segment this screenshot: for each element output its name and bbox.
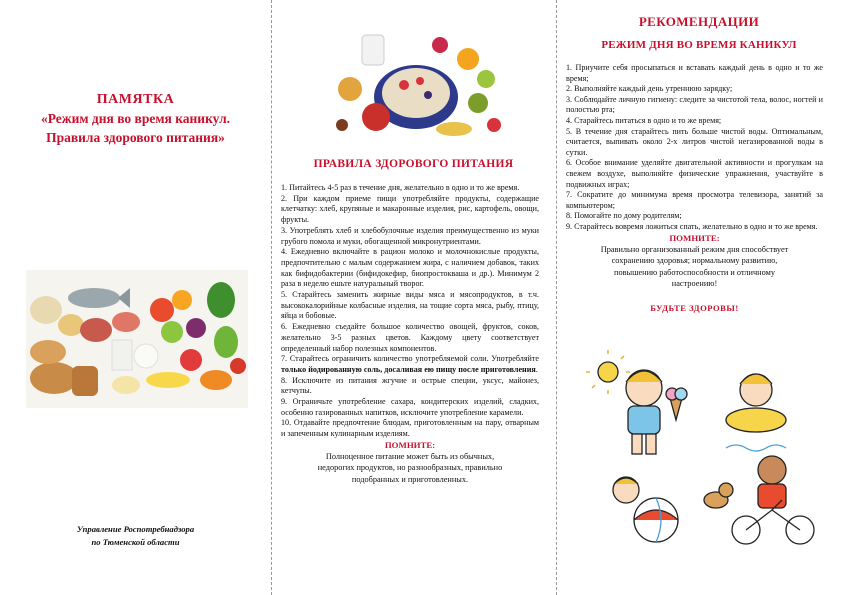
panel-middle	[271, 0, 556, 595]
rule-salt-end: .	[535, 364, 538, 374]
rule-item: 2. При каждом приеме пищи употребляйте продукты, содержащие клетчатку: хлеб, крупяные и макаронные изделия, рис, картофель, овощи, фрукты.	[281, 193, 539, 225]
organization-name: Управление Роспотребнадзора	[76, 524, 195, 534]
organization-region: по Тюменской области	[91, 537, 180, 547]
routine-item: 8. Помогайте по дому родителям;	[566, 211, 682, 221]
rule-item: 9. Ограничьте употребление сахара, кондитерских изделий, сладких, особенно газированных напитков, исключите употребление карамели.	[281, 397, 539, 417]
rule-salt-text: 7. Старайтесь ограничить количество употребляемой соли. Употребляйте	[281, 354, 539, 364]
rule-item: 3. Употреблять хлеб и хлебобулочные изделия преимущественно из муки грубого помола и муки, обогащенной микронутриентами.	[281, 225, 539, 246]
note-line: недорогих продуктов, но разнообразных, правильно	[317, 463, 503, 473]
nutrition-note	[281, 451, 539, 486]
rule-item: 4. Ежедневно включайте в рацион молоко и молочнокислые продукты, предпочтительно с малым содержанием жира, с наличием добавок, таких как бифидобактерии (бифидокефир, биопростокваша и др.). Минимум 2 раза в неделю ешьте натуральный творог.	[281, 247, 539, 289]
routine-item: 5. В течение дня старайтесь пить больше чистой воды. Оптимальным, считается, выпивать около 2-х литров чистой негазированной воды в сутки.	[566, 126, 823, 157]
routine-note	[566, 244, 823, 290]
routine-item: 1. Приучите себя просыпаться и вставать каждый день в одно и то же время;	[566, 63, 823, 83]
title-memo: ПАМЯТКА	[96, 92, 175, 107]
daily-routine-heading: РЕЖИМ ДНЯ ВО ВРЕМЯ КАНИКУЛ	[601, 39, 797, 51]
note-line: повышению работоспособности и отличному	[614, 267, 775, 277]
nutrition-rules-list	[281, 183, 539, 485]
rule-salt-emphasis: только йодированную соль, досаливая ею пищу после приготовления	[281, 364, 536, 374]
routine-item: 6. Особое внимание уделяйте двигательной активности и прогулкам на свежем воздухе, выполняйте физические упражнения, участвуйте в подвижных играх;	[566, 158, 823, 189]
panel-right	[556, 0, 842, 595]
remember-label: ПОМНИТЕ:	[669, 232, 720, 243]
rule-item: 5. Старайтесь заменить жирные виды мяса и мясопродуктов, в т.ч. высококалорийные колбасные изделия, на тощие сорта мяса, рыбу, птицу, яйца и бобовые.	[281, 290, 539, 321]
routine-item: 2. Выполняйте каждый день утреннюю зарядку;	[566, 84, 733, 94]
title-subtitle-line2: Правила здорового питания»	[46, 130, 225, 145]
breakfast-photo	[328, 25, 508, 145]
note-line: Полноценное питание может быть из обычных,	[325, 451, 495, 461]
title-subtitle-line1: «Режим дня во время каникул.	[40, 111, 231, 126]
routine-item: 3. Соблюдайте личную гигиену: следите за чистотой тела, волос, ногтей и полостью рта;	[566, 94, 823, 115]
remember-label: ПОМНИТЕ:	[384, 439, 436, 450]
closing-slogan: БУДЬТЕ ЗДОРОВЫ!	[650, 302, 739, 313]
nutrition-rules-heading: ПРАВИЛА ЗДОРОВОГО ПИТАНИЯ	[313, 158, 514, 170]
rule-item: 8. Исключите из питания жгучие и острые специи, уксус, майонез, кетчупы.	[281, 375, 539, 396]
rule-item: 10. Отдавайте предпочтение блюдам, приготовленным на пару, отварным и запеченным кулинарным изделиям.	[281, 418, 539, 439]
note-line: сохранению здоровья; нормальному развитию,	[611, 256, 778, 265]
organization-footer	[0, 523, 271, 549]
brochure-title	[0, 90, 271, 147]
rule-item: 6. Ежедневно съедайте большое количество овощей, фруктов, соков, желательно 3-5 разных цветов. Каждому цвету соответствует определенный набор полезных компонентов.	[281, 322, 539, 353]
note-line: подобранных и приготовленных.	[351, 474, 469, 484]
note-line: настроению!	[671, 279, 718, 288]
note-line: Правильно организованный режим дня способствует	[600, 244, 789, 254]
kids-playing-illustration	[586, 350, 826, 550]
routine-list	[566, 63, 823, 313]
recommendations-heading: РЕКОМЕНДАЦИИ	[638, 14, 760, 29]
food-groups-photo	[26, 270, 248, 408]
panel-left	[0, 0, 271, 595]
routine-item: 4. Старайтесь питаться в одно и то же время;	[566, 115, 722, 125]
routine-item: 9. Старайтесь вовремя ложиться спать, желательно в одно и то же время.	[566, 221, 818, 231]
rule-item-salt	[281, 354, 539, 375]
rule-item: 1. Питайтесь 4-5 раз в течение дня, желательно в одно и то же время.	[281, 183, 520, 192]
routine-item: 7. Сократите до минимума время просмотра телевизора, занятий за компьютером;	[566, 190, 823, 210]
